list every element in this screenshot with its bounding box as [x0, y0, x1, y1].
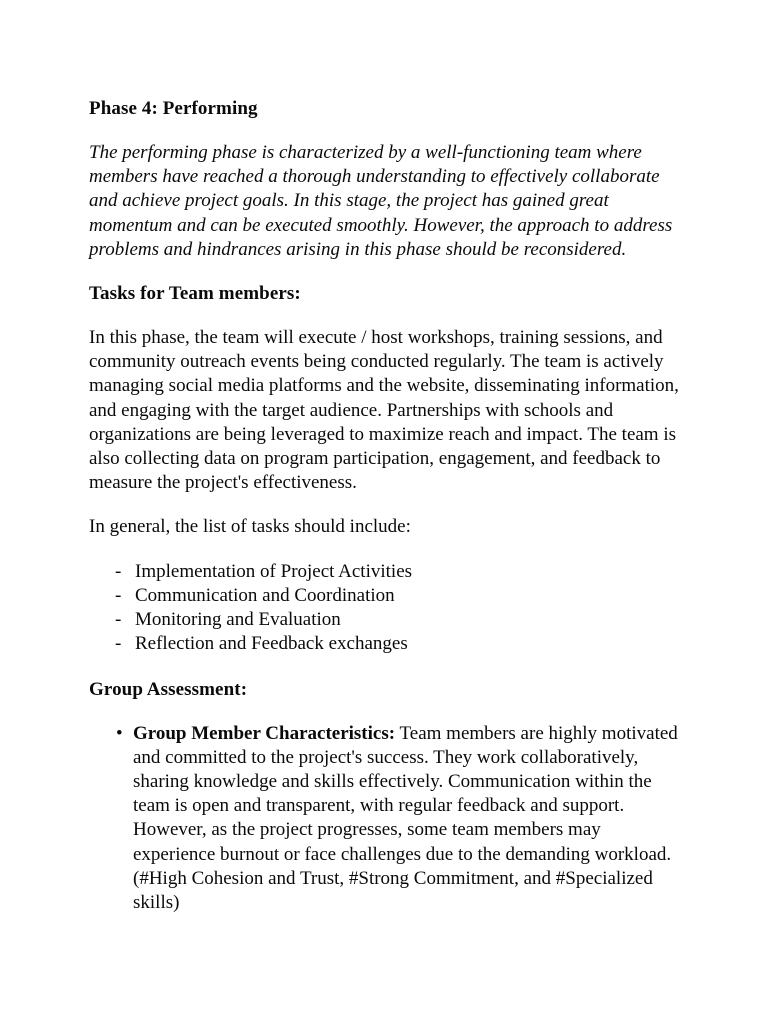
task-list — [89, 560, 680, 656]
dash-marker-icon: - — [115, 608, 122, 630]
list-item-lead-label: Group Member Characteristics: — [133, 722, 396, 744]
list-item-content — [133, 723, 678, 913]
list-item — [89, 584, 680, 608]
tasks-paragraph: In this phase, the team will execute / host workshops, training sessions, and community outreach events being conducted regularly. The team is actively managing social media platforms and the website, disseminating information, and engaging with the target audience. Partnerships with schools and organizations are being leveraged to maximize reach and impact. The team is also collecting data on program participation, engagement, and feedback to measure the project's effectiveness. — [89, 327, 679, 494]
list-item — [89, 608, 680, 632]
bullet-dot-icon: • — [116, 722, 123, 744]
dash-marker-icon: - — [115, 584, 122, 606]
group-assessment-heading: Group Assessment: — [89, 678, 248, 700]
intro-paragraph: The performing phase is characterized by a well-functioning team where members have reached a thorough understanding to effectively collaborate and achieve project goals. In this stage, the project has gained great momentum and can be executed smoothly. However, the approach to address problems and hindrances arising in this phase should be reconsidered. — [89, 142, 673, 260]
dash-marker-icon: - — [115, 632, 122, 654]
document-body — [89, 97, 680, 915]
tasks-heading: Tasks for Team members: — [89, 283, 301, 305]
group-assessment-list — [89, 722, 680, 916]
list-item — [89, 560, 680, 584]
list-item-label: Implementation of Project Activities — [135, 560, 413, 582]
list-item-label: Communication and Coordination — [135, 584, 395, 606]
list-item-label: Monitoring and Evaluation — [135, 608, 341, 630]
list-item — [89, 632, 680, 656]
list-item-body-text: Team members are highly motivated and committed to the project's success. They work collaboratively, sharing knowledge and skills effectively. Communication within the team is open and transparent, with regular feedback and support. However, as the project progresses, some team members may experience burnout or face challenges due to the demanding workload. (#High Cohesion and Trust, #Strong Commitment, and #Specialized skills) — [133, 722, 678, 914]
page-title: Phase 4: Performing — [89, 98, 258, 119]
list-item-label: Reflection and Feedback exchanges — [135, 632, 408, 654]
dash-marker-icon: - — [115, 560, 122, 582]
task-list-intro: In general, the list of tasks should include: — [89, 516, 411, 538]
list-item — [89, 722, 680, 916]
